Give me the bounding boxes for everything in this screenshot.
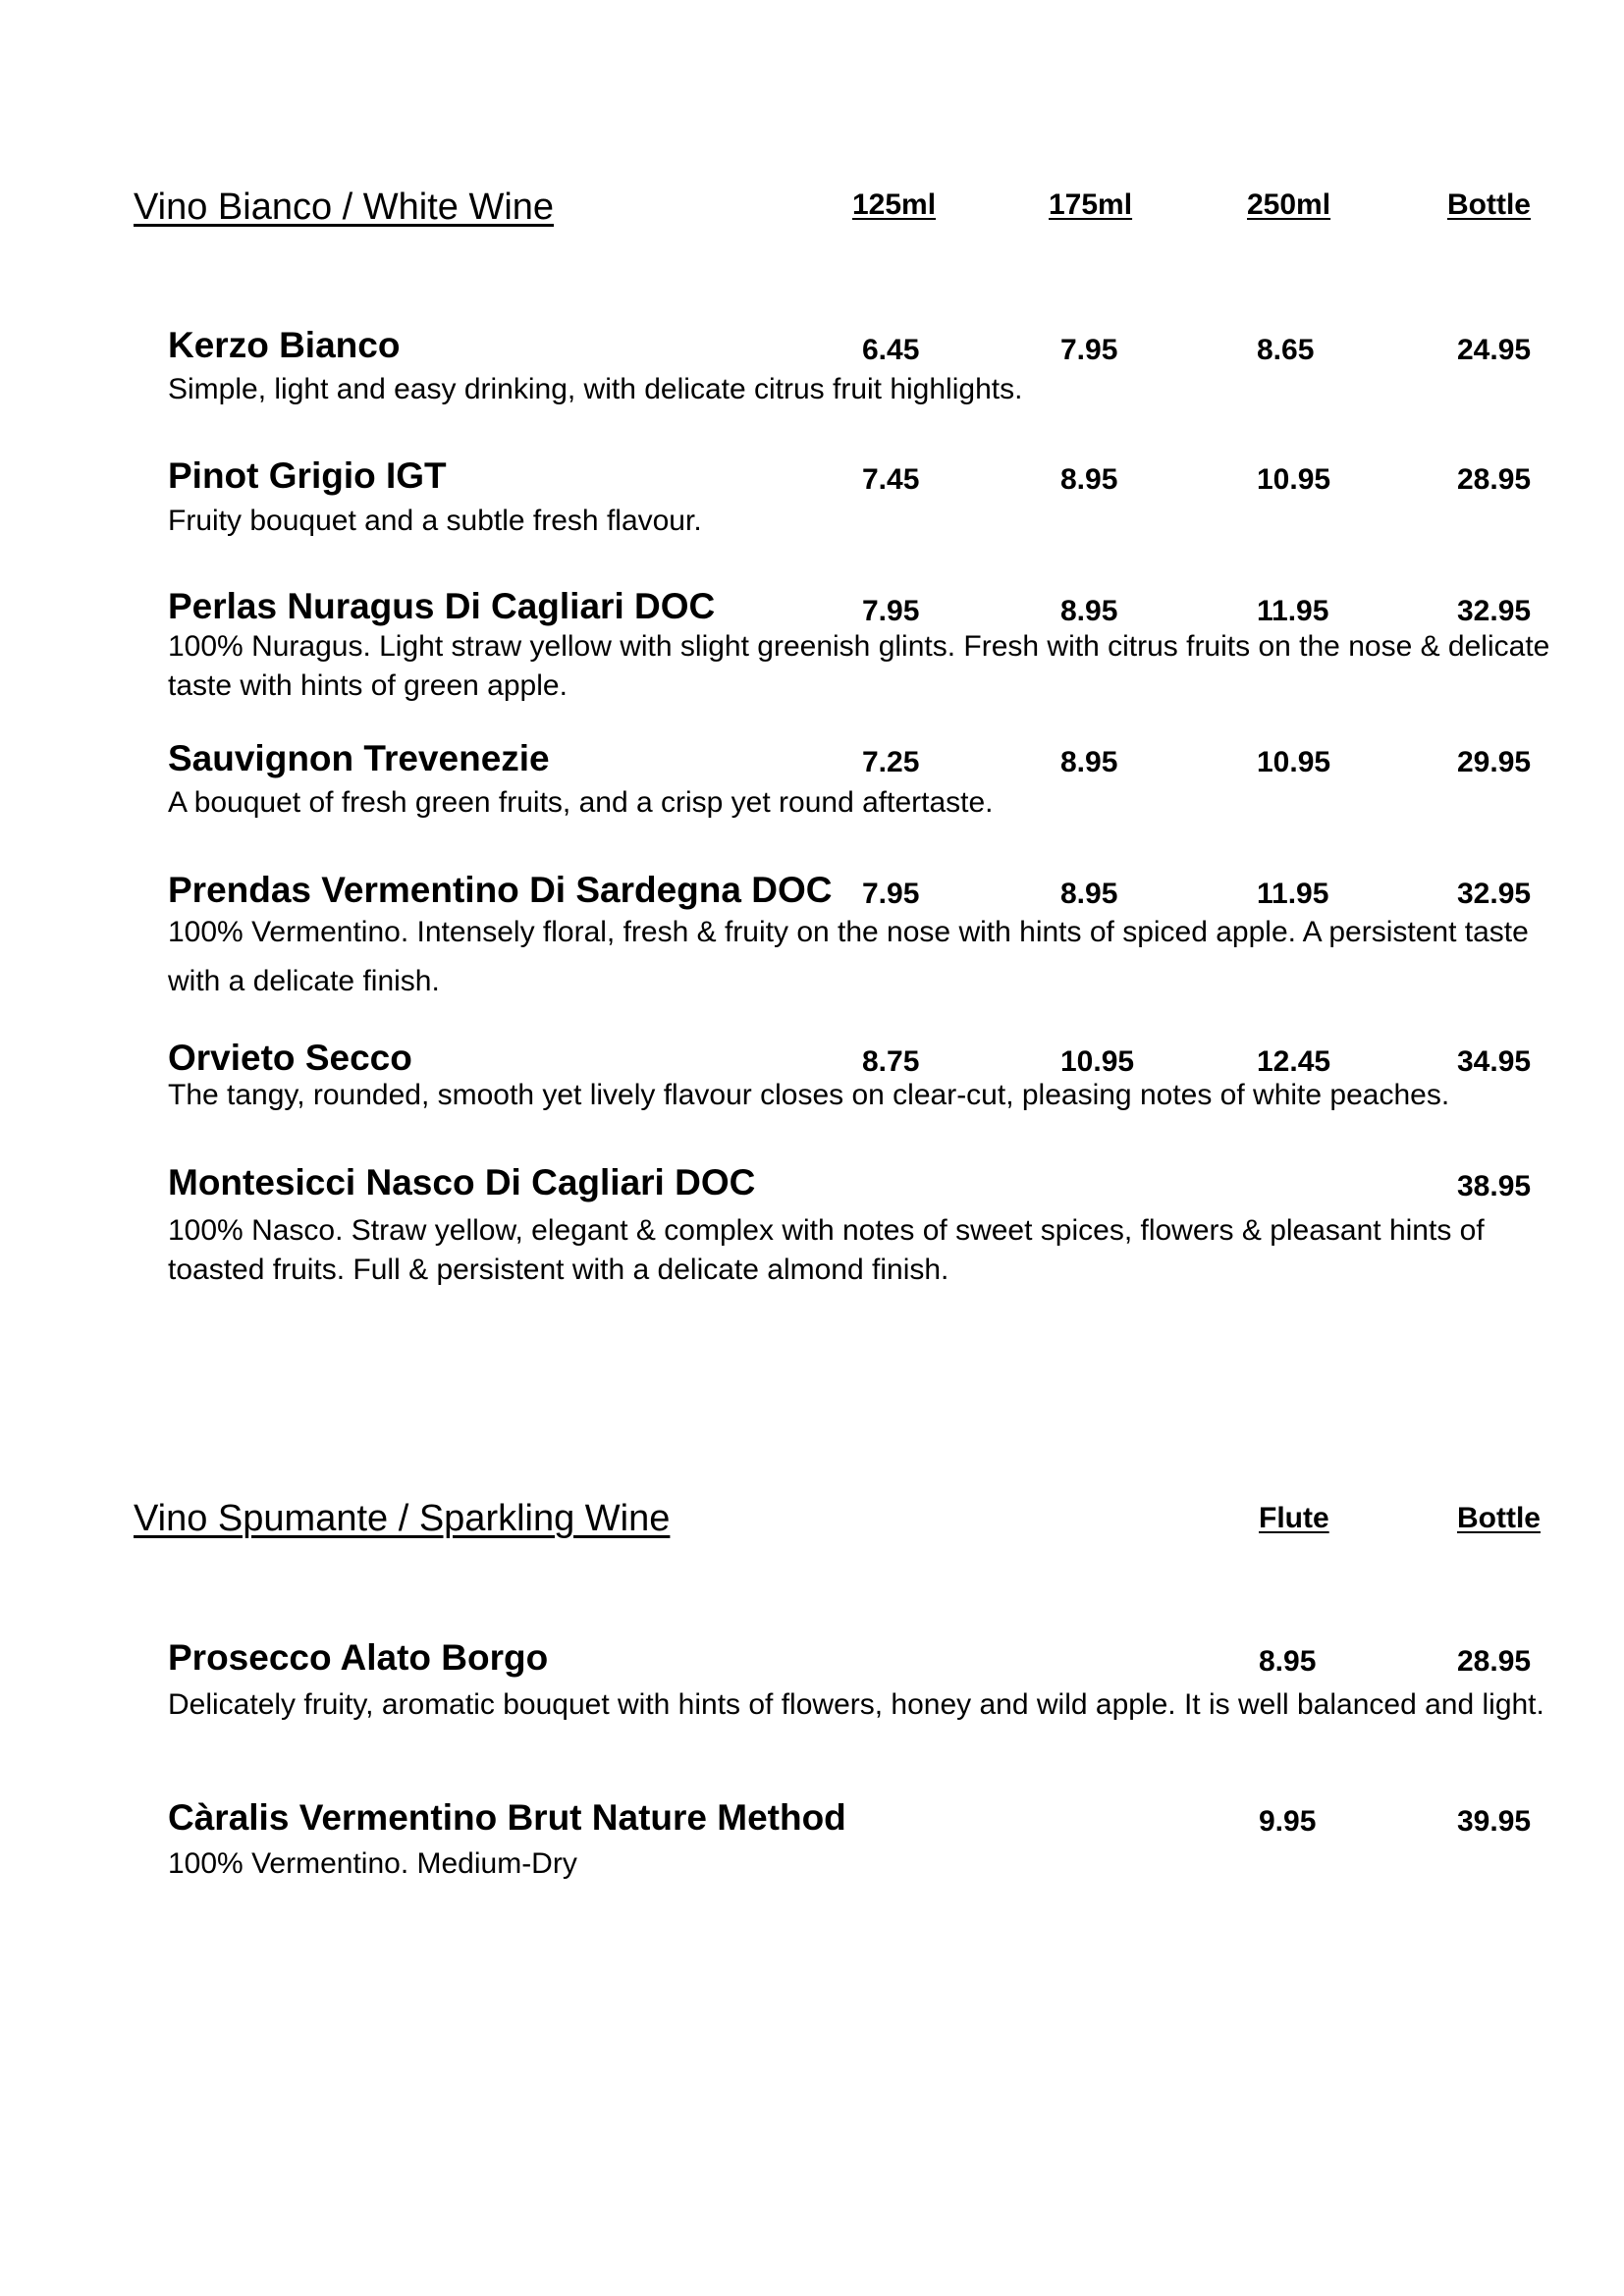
price-125ml: 7.95 xyxy=(862,595,920,627)
wine-description: A bouquet of fresh green fruits, and a crisp yet round aftertaste. xyxy=(168,786,994,819)
col-header-flute: Flute xyxy=(1259,1502,1329,1534)
wine-description: 100% Nuragus. Light straw yellow with slight greenish glints. Fresh with citrus fruits on the nose & delicate taste with hints of green apple. xyxy=(168,630,1550,702)
price-bottle: 38.95 xyxy=(1457,1170,1532,1202)
price-bottle: 32.95 xyxy=(1457,595,1532,627)
price-flute: 9.95 xyxy=(1259,1805,1317,1838)
price-175ml: 10.95 xyxy=(1060,1045,1135,1078)
price-bottle: 34.95 xyxy=(1457,1045,1532,1078)
wine-description: 100% Nasco. Straw yellow, elegant & complex with notes of sweet spices, flowers & pleasant hints of toasted fruits. Full & persistent with a delicate almond finish. xyxy=(168,1214,1485,1286)
price-250ml: 12.45 xyxy=(1257,1045,1331,1078)
price-125ml: 6.45 xyxy=(862,334,920,366)
price-125ml: 7.95 xyxy=(862,878,920,910)
wine-description: 100% Vermentino. Intensely floral, fresh & fruity on the nose with hints of spiced apple. A persistent taste with a delicate finish. xyxy=(168,916,1529,997)
price-175ml: 8.95 xyxy=(1060,595,1118,627)
price-125ml: 7.45 xyxy=(862,463,920,496)
col-header-bottle: Bottle xyxy=(1447,188,1531,221)
price-175ml: 8.95 xyxy=(1060,463,1118,496)
price-bottle: 32.95 xyxy=(1457,878,1532,910)
price-250ml: 11.95 xyxy=(1257,595,1329,627)
sparkling-wine-section-title: Vino Spumante / Sparkling Wine xyxy=(134,1498,671,1539)
price-flute: 8.95 xyxy=(1259,1645,1317,1678)
price-bottle: 28.95 xyxy=(1457,1645,1532,1678)
wine-description: Simple, light and easy drinking, with delicate citrus fruit highlights. xyxy=(168,373,1023,405)
col-header-125ml: 125ml xyxy=(852,188,937,221)
price-bottle: 28.95 xyxy=(1457,463,1532,496)
wine-name: Orvieto Secco xyxy=(168,1038,412,1078)
wine-name: Sauvignon Trevenezie xyxy=(168,738,550,778)
price-bottle: 24.95 xyxy=(1457,334,1532,366)
white-wine-section-title: Vino Bianco / White Wine xyxy=(134,187,555,228)
wine-description: 100% Vermentino. Medium-Dry xyxy=(168,1847,577,1880)
price-bottle: 29.95 xyxy=(1457,746,1532,778)
wine-name: Perlas Nuragus Di Cagliari DOC xyxy=(168,586,716,626)
wine-name: Càralis Vermentino Brut Nature Method xyxy=(168,1797,846,1838)
wine-name: Montesicci Nasco Di Cagliari DOC xyxy=(168,1162,756,1202)
wine-description: Delicately fruity, aromatic bouquet with hints of flowers, honey and wild apple. It is well balanced and light. xyxy=(168,1688,1544,1721)
wine-description: Fruity bouquet and a subtle fresh flavour. xyxy=(168,505,702,537)
col-header-175ml: 175ml xyxy=(1049,188,1133,221)
price-250ml: 10.95 xyxy=(1257,463,1331,496)
wine-name: Pinot Grigio IGT xyxy=(168,455,447,496)
price-175ml: 8.95 xyxy=(1060,746,1118,778)
price-250ml: 10.95 xyxy=(1257,746,1331,778)
price-125ml: 7.25 xyxy=(862,746,920,778)
price-250ml: 11.95 xyxy=(1257,878,1329,910)
price-bottle: 39.95 xyxy=(1457,1805,1532,1838)
col-header-250ml: 250ml xyxy=(1247,188,1331,221)
col-header-bottle: Bottle xyxy=(1457,1502,1541,1534)
price-175ml: 7.95 xyxy=(1060,334,1118,366)
price-250ml: 8.65 xyxy=(1257,334,1315,366)
wine-name: Prosecco Alato Borgo xyxy=(168,1637,549,1678)
price-175ml: 8.95 xyxy=(1060,878,1118,910)
wine-name: Prendas Vermentino Di Sardegna DOC xyxy=(168,870,833,910)
price-125ml: 8.75 xyxy=(862,1045,920,1078)
wine-description: The tangy, rounded, smooth yet lively flavour closes on clear-cut, pleasing notes of white peaches. xyxy=(168,1079,1450,1111)
wine-name: Kerzo Bianco xyxy=(168,325,401,365)
